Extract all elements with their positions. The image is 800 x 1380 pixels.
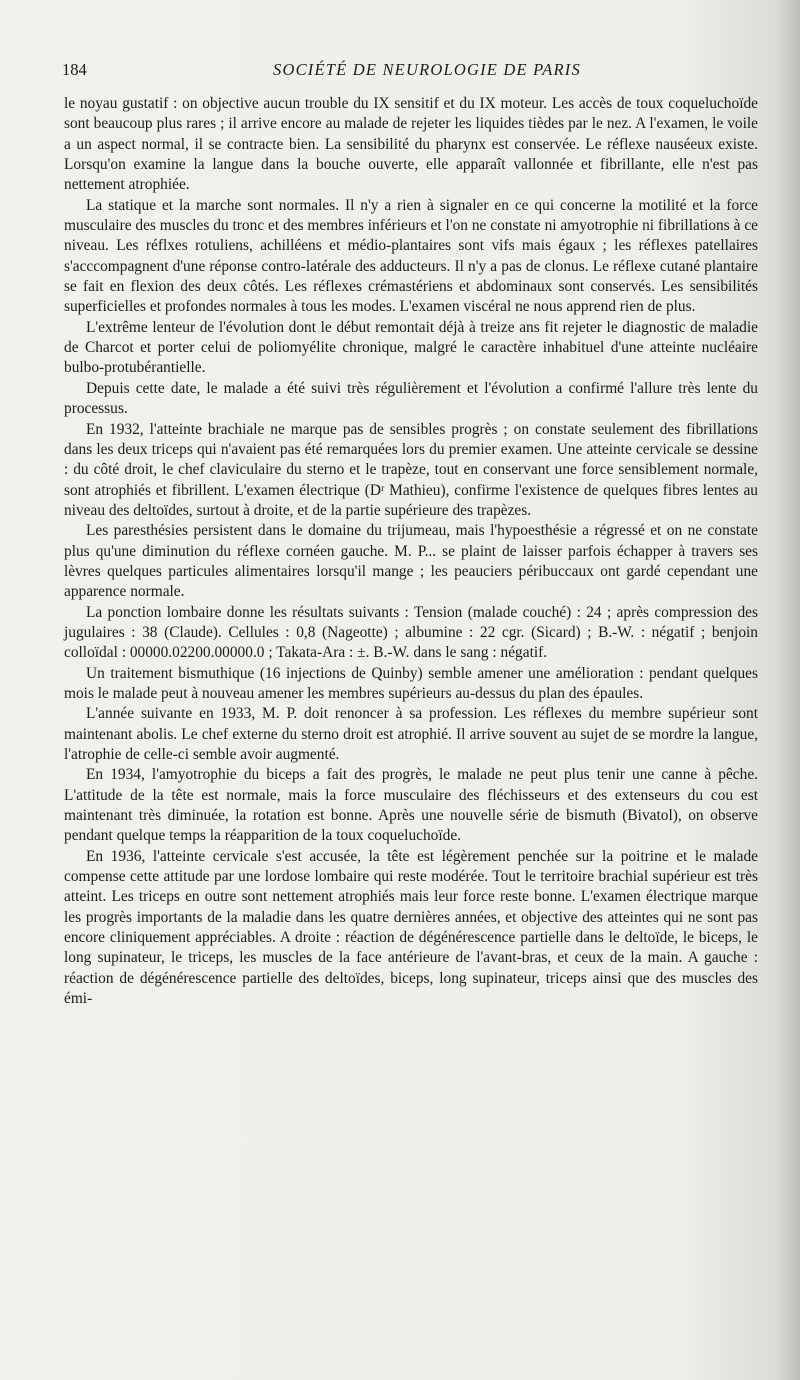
paragraph: En 1936, l'atteinte cervicale s'est accusée, la tête est légèrement penchée sur la poitrine et le malade compense cette attitude par une lordose lombaire qui reste modérée. Tout le territoire brachial supérieur est très atteint. Les triceps en outre sont nettement atrophiés mais leur force reste bonne. L'examen électrique marque les progrès importants de la maladie dans les quatre dernières années, et objective des atteintes qui ne sont pas encore cliniquement appréciables. A droite : réaction de dégénérescence partielle dans le deltoïde, le biceps, le long supinateur, le triceps, les muscles de la face antérieure de l'avant-bras, et ceux de la main. A gauche : réaction de dégénérescence partielle des deltoïdes, biceps, long supinateur, triceps ainsi que des muscles des émi-	[64, 847, 758, 1008]
paragraph: La statique et la marche sont normales. Il n'y a rien à signaler en ce qui concerne la motilité et la force musculaire des muscles du tronc et des membres inférieurs et l'on ne constate ni amyotrophie ni fibrillations à ce niveau. Les réflxes rotuliens, achilléens et médio-plantaires sont vifs mais égaux ; les réflexes patellaires s'acccompagnent d'une réponse contro-latérale des adducteurs. Il n'y a pas de clonus. Le réflexe cutané plantaire se fait en flexion des deux côtés. Les réflexes crémastériens et abdominaux sont conservés. Les sensibilités superficielles et profondes normales à tous les modes. L'examen viscéral ne nous apprend rien de plus.	[64, 196, 758, 316]
page-header	[62, 60, 752, 86]
paragraph: La ponction lombaire donne les résultats suivants : Tension (malade couché) : 24 ; après compression des jugulaires : 38 (Claude). Cellules : 0,8 (Nageotte) ; albumine : 22 cgr. (Sicard) ; B.-W. : négatif ; benjoin colloïdal : 00000.02200.00000.0 ; Takata-Ara : ±. B.-W. dans le sang : négatif.	[64, 603, 758, 662]
paragraph: En 1932, l'atteinte brachiale ne marque pas de sensibles progrès ; on constate seulement des fibrillations dans les deux triceps qui n'avaient pas été remarquées lors du premier examen. Une atteinte cervicale se dessine : du côté droit, le chef claviculaire du sterno et le trapèze, tout en conservant une force sensiblement normale, sont atrophiés et fibrillent. L'examen électrique (Dʳ Mathieu), confirme l'existence de quelques fibres lentes au niveau des deltoïdes, surtout à droite, et de la partie supérieure des trapèzes.	[64, 420, 758, 519]
paragraph: L'année suivante en 1933, M. P. doit renoncer à sa profession. Les réflexes du membre supérieur sont maintenant abolis. Le chef externe du sterno droit est atrophié. Il arrive souvent au sujet de se mordre la langue, l'atrophie de celle-ci semble avoir augmenté.	[64, 705, 758, 763]
paragraph: L'extrême lenteur de l'évolution dont le début remontait déjà à treize ans fit rejeter le diagnostic de maladie de Charcot et porter celui de poliomyélite chronique, malgré le caractère inhabituel d'une atteinte nucléaire bulbo-protubérantielle.	[64, 318, 758, 377]
paragraph: le noyau gustatif : on objective aucun trouble du IX sensitif et du IX moteur. Les accès de toux coqueluchoïde sont beaucoup plus rares ; il arrive encore au malade de rejeter les liquides tièdes par le nez. A l'examen, le voile a un aspect normal, il se contracte bien. La sensibilité du pharynx est conservée. Le réflexe nauséeux existe. Lorsqu'on examine la langue dans la bouche ouverte, elle apparaît vallonnée et fibrillante, elle n'est pas nettement atrophiée.	[64, 95, 758, 194]
paragraph: Un traitement bismuthique (16 injections de Quinby) semble amener une amélioration : pendant quelques mois le malade peut à nouveau amener les membres supérieurs au-dessus du plan des épaules.	[64, 664, 758, 702]
body-text	[64, 94, 758, 1009]
running-title: SOCIÉTÉ DE NEUROLOGIE DE PARIS	[273, 60, 581, 79]
paragraph: En 1934, l'amyotrophie du biceps a fait des progrès, le malade ne peut plus tenir une canne à pêche. L'attitude de la tête est normale, mais la force musculaire des fléchisseurs et des extenseurs du cou est maintenant très diminuée, la rotation est bonne. Après une nouvelle série de bismuth (Bivatol), on observe pendant quelque temps la réapparition de la toux coqueluchoïde.	[64, 766, 758, 845]
paragraph: Les paresthésies persistent dans le domaine du trijumeau, mais l'hypoesthésie a régressé et on ne constate plus qu'une diminution du réflexe cornéen gauche. M. P... se plaint de laisser parfois échapper à travers ses lèvres quelques particules alimentaires lorsqu'il mange ; les peauciers péribuccaux ont gardé cependant une apparence normale.	[64, 522, 758, 601]
paragraph: Depuis cette date, le malade a été suivi très régulièrement et l'évolution a confirmé l'allure très lente du processus.	[64, 379, 758, 418]
page-number: 184	[62, 60, 87, 79]
